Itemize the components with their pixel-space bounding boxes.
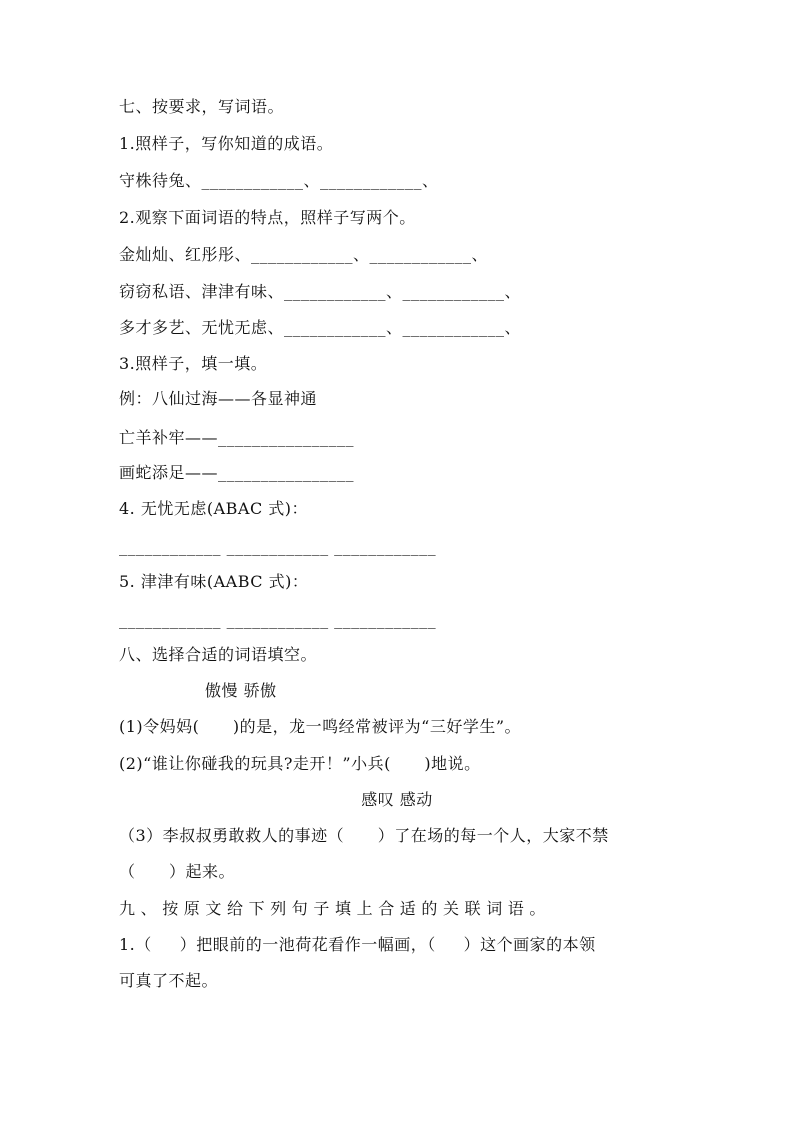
section-8-heading: 八、选择合适的词语填空。 (119, 645, 318, 664)
word-choices-2: 感叹 感动 (361, 790, 433, 809)
section-8-sentence-2: (2)“谁让你碰我的玩具?走开！”小兵( )地说。 (119, 754, 481, 773)
question-1-answer-line: 守株待兔、____________、____________、 (119, 171, 439, 190)
word-choices-1: 傲慢 骄傲 (205, 681, 277, 700)
question-2-line-1: 金灿灿、红彤彤、____________、____________、 (119, 245, 489, 264)
question-4-blanks: ____________ ____________ ____________ (119, 537, 437, 556)
section-9-sentence-1-line-1: 1.（ ）把眼前的一池荷花看作一幅画，（ ）这个画家的本领 (119, 935, 596, 954)
section-8-sentence-3-line-2: （ ）起来。 (119, 862, 236, 881)
question-5-blanks: ____________ ____________ ____________ (119, 610, 437, 629)
question-1-prompt: 1.照样子，写你知道的成语。 (119, 134, 334, 153)
question-5-prompt: 5. 津津有味(AABC 式)： (119, 572, 309, 591)
question-3-prompt: 3.照样子，填一填。 (119, 354, 268, 373)
question-3-example: 例：八仙过海——各显神通 (119, 389, 318, 408)
section-8-sentence-3-line-1: （3）李叔叔勇敢救人的事迹（ ）了在场的每一个人，大家不禁 (119, 826, 609, 845)
section-9-sentence-1-line-2: 可真了不起。 (119, 971, 219, 990)
section-7-heading: 七、按要求，写词语。 (119, 97, 285, 116)
question-2-line-2: 窃窃私语、津津有味、____________、____________、 (119, 282, 522, 301)
question-4-prompt: 4. 无忧无虑(ABAC 式)： (119, 499, 309, 518)
question-3-item-2: 画蛇添足——________________ (119, 463, 355, 482)
question-2-prompt: 2.观察下面词语的特点，照样子写两个。 (119, 208, 416, 227)
question-3-item-1: 亡羊补牢——________________ (119, 428, 355, 447)
section-8-sentence-1: (1)令妈妈( )的是，龙一鸣经常被评为“三好学生”。 (119, 717, 522, 736)
section-9-heading: 九、按原文给下列句子填上合适的关联词语。 (119, 899, 552, 918)
question-2-line-3: 多才多艺、无忧无虑、____________、____________、 (119, 318, 522, 337)
